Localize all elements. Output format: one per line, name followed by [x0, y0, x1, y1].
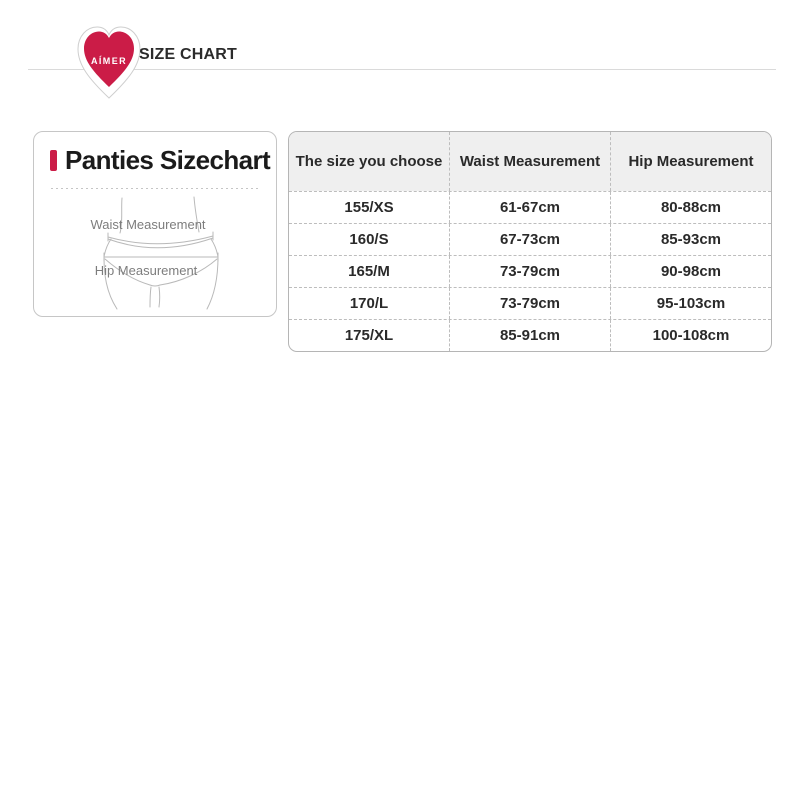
- cell-hip: 80-88cm: [610, 192, 771, 223]
- table-row: [289, 287, 771, 319]
- cell-size: 155/XS: [344, 199, 394, 216]
- hip-right-line: [211, 239, 218, 257]
- cell-hip: 95-103cm: [610, 288, 771, 319]
- cell-size: 160/S: [349, 231, 389, 248]
- table-row: [289, 255, 771, 287]
- panties-crotch-curve: [150, 285, 160, 286]
- panel-divider: [51, 188, 259, 189]
- table-header-row: [289, 132, 771, 191]
- cell-waist: 73-79cm: [449, 256, 610, 287]
- col-header-waist: Waist Measurement: [449, 132, 610, 191]
- leg-right-line: [207, 257, 218, 309]
- col-header-hip: Hip Measurement: [610, 132, 771, 191]
- hip-measurement-label: Hip Measurement: [94, 263, 198, 278]
- cell-size: 170/L: [349, 295, 389, 312]
- panel-title-row: [50, 144, 271, 175]
- table-row: [289, 191, 771, 223]
- size-table: [288, 131, 772, 352]
- cell-size: 165/M: [348, 263, 390, 280]
- cell-waist: 85-91cm: [449, 320, 610, 351]
- panel-title: Panties Sizechart: [65, 144, 271, 175]
- cell-hip: 90-98cm: [610, 256, 771, 287]
- table-row: [289, 223, 771, 255]
- title-accent-bar: [50, 150, 57, 171]
- waist-measurement-label: Waist Measurement: [90, 217, 206, 232]
- inner-thigh-right: [159, 287, 160, 307]
- cell-hip: 100-108cm: [610, 320, 771, 351]
- col-header-size: The size you choose: [295, 153, 443, 170]
- panties-sizechart-panel: [33, 131, 277, 317]
- cell-size: 175/XL: [344, 327, 394, 344]
- cell-waist: 73-79cm: [449, 288, 610, 319]
- table-row: [289, 319, 771, 351]
- brand-logo: [76, 23, 142, 101]
- body-measurement-diagram: [44, 196, 268, 314]
- inner-thigh-left: [150, 287, 151, 307]
- cell-hip: 85-93cm: [610, 224, 771, 255]
- cell-waist: 61-67cm: [449, 192, 610, 223]
- hip-left-line: [104, 239, 111, 257]
- page-title: SIZE CHART: [139, 46, 237, 63]
- cell-waist: 67-73cm: [449, 224, 610, 255]
- brand-logo-text: AÍMER: [91, 56, 127, 66]
